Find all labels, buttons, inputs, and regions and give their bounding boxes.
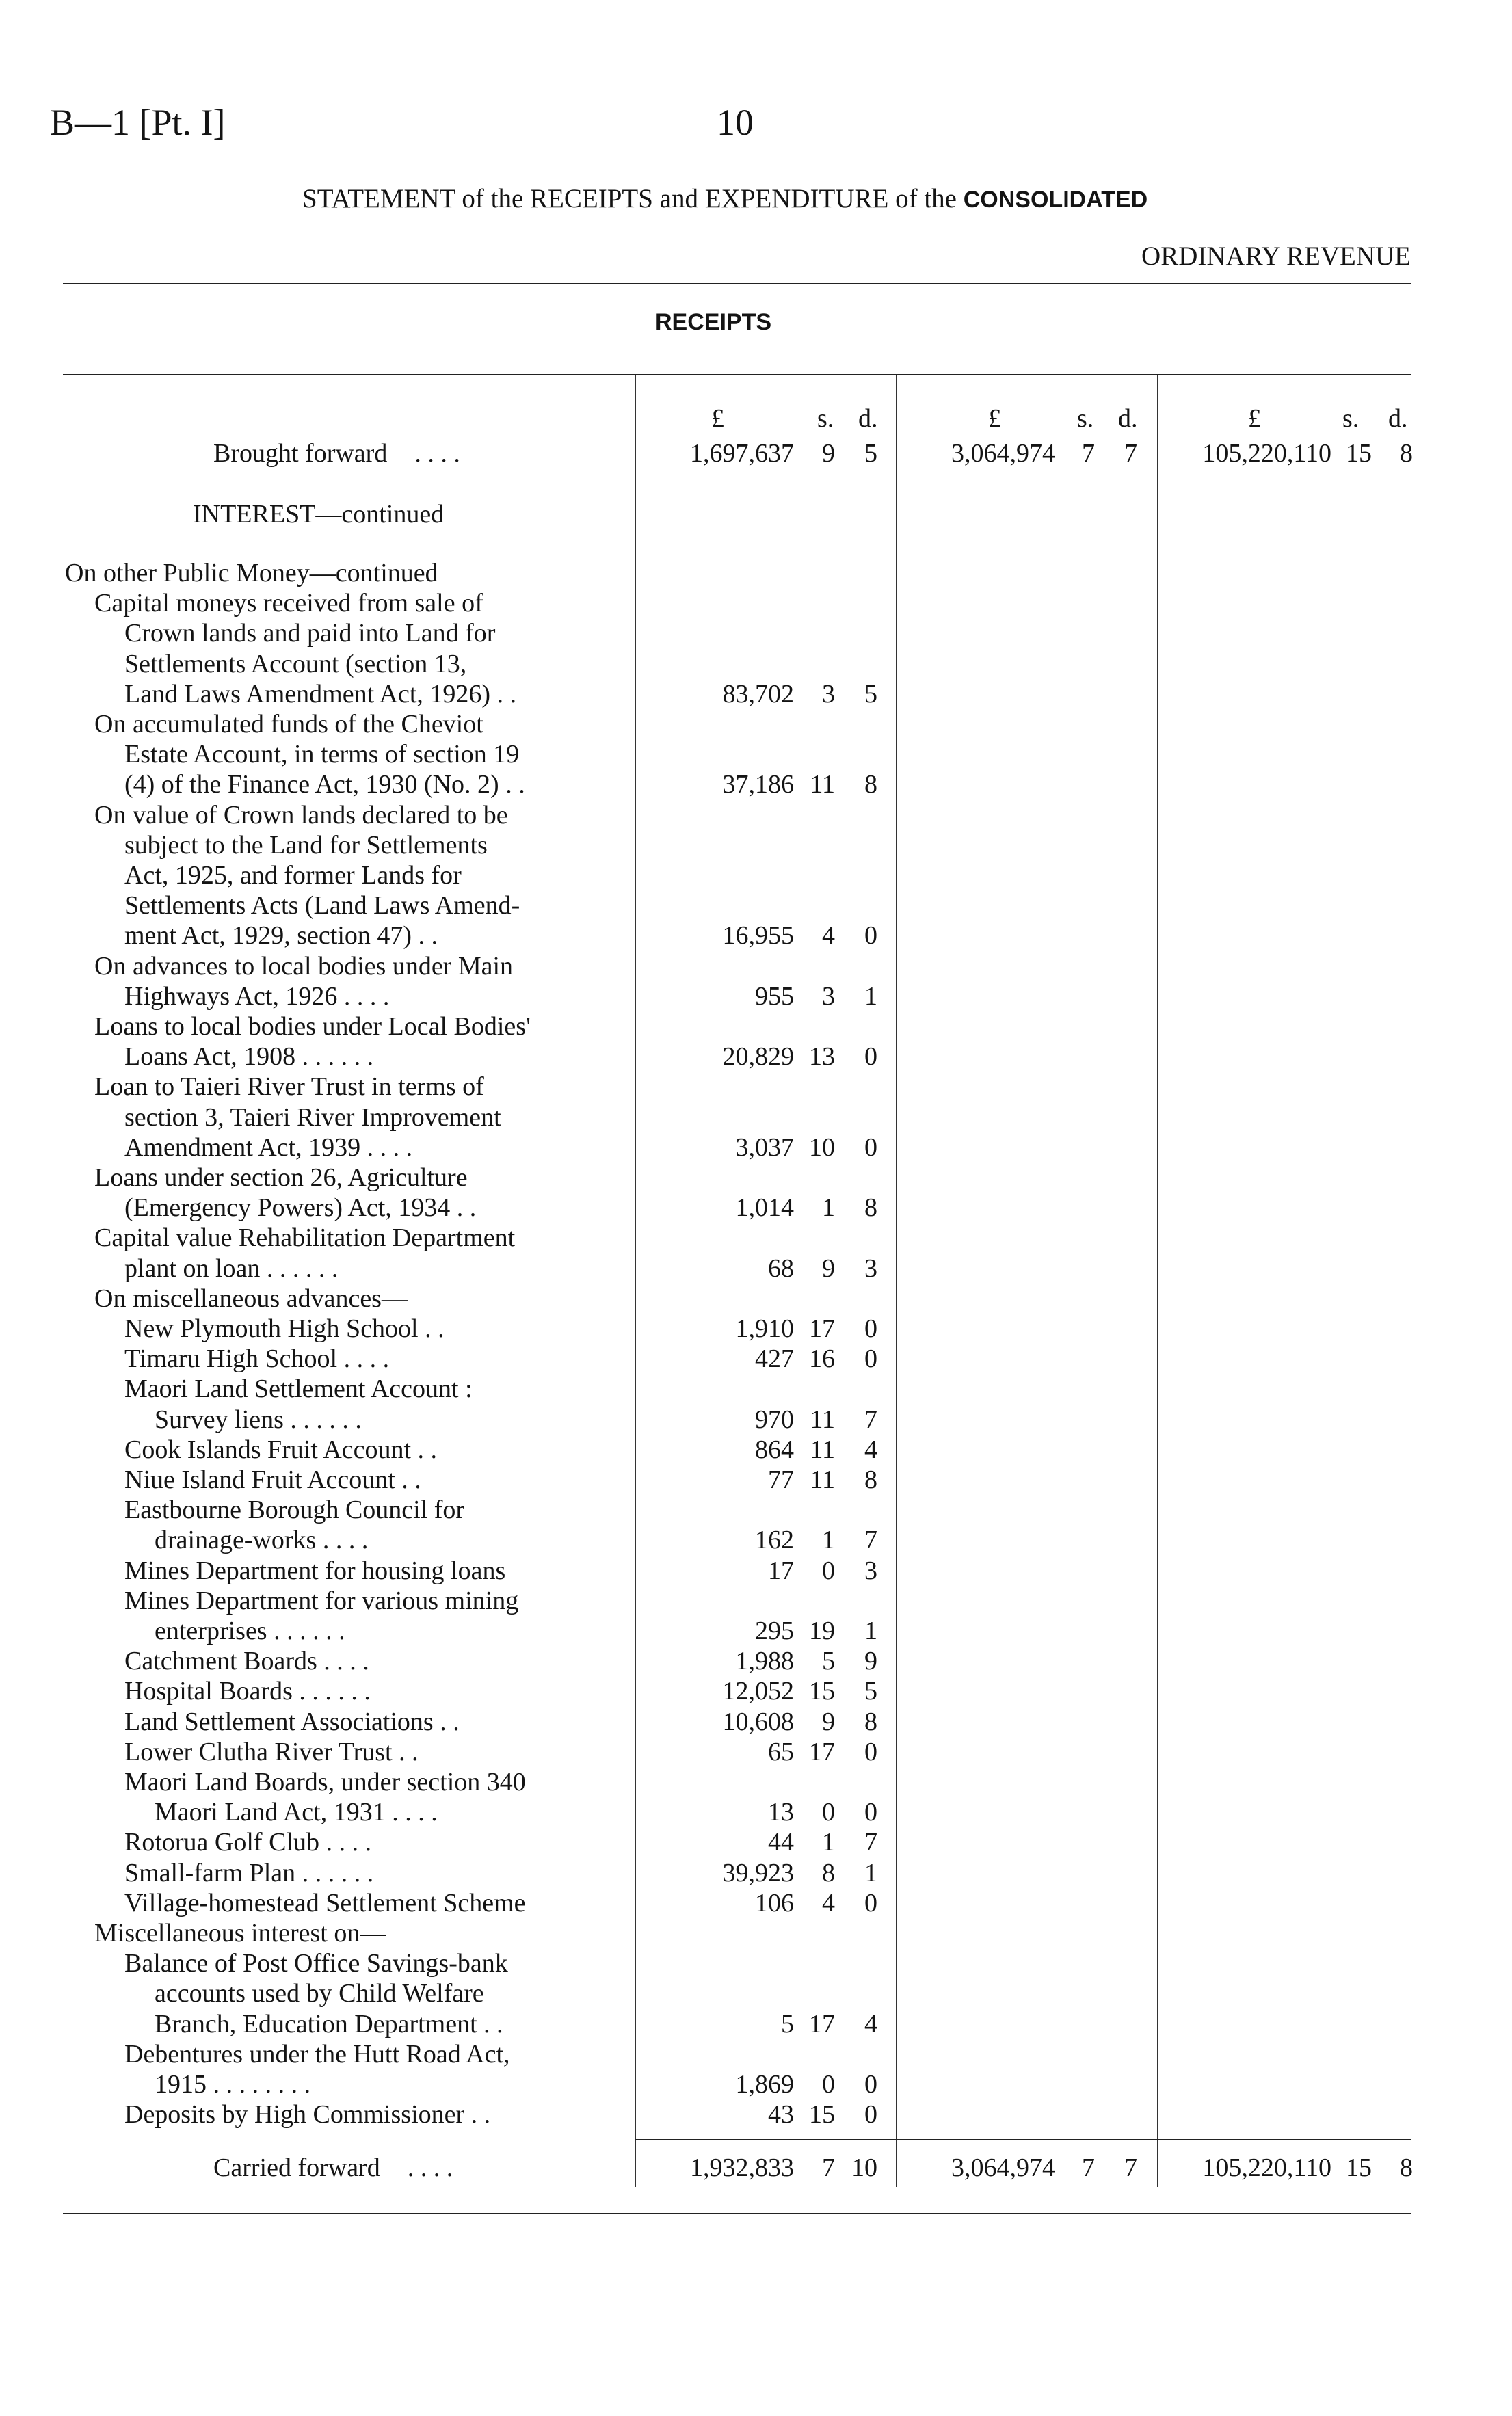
amount-shillings: 11 (810, 770, 835, 799)
carried-forward-col3-pounds: 105,220,110 (1202, 2153, 1331, 2182)
amount-pounds: 427 (755, 1344, 794, 1374)
description-line: On advances to local bodies under Main (94, 951, 514, 981)
amount-shillings: 9 (822, 1253, 835, 1283)
amount-pence: 8 (864, 1707, 877, 1736)
description-line: (Emergency Powers) Act, 1934 . . (124, 1193, 477, 1223)
amount-pence: 0 (864, 1042, 877, 1072)
brought-forward-col2-shillings: 7 (1082, 439, 1095, 468)
description-line: (4) of the Finance Act, 1930 (No. 2) . . (124, 770, 525, 799)
amount-shillings: 15 (809, 2100, 835, 2129)
brought-forward-col3-shillings: 15 (1346, 439, 1372, 468)
amount-shillings: 4 (822, 921, 835, 951)
carried-forward-col2-pence: 7 (1124, 2153, 1137, 2182)
amount-shillings: 3 (822, 981, 835, 1011)
col2-shilling-header: s. (1077, 404, 1094, 433)
amount-shillings: 1 (822, 1526, 835, 1555)
amount-pence: 0 (864, 1737, 877, 1766)
brought-forward-col1-shillings: 9 (822, 439, 835, 468)
amount-pounds: 65 (768, 1737, 794, 1766)
description-line: drainage-works . . . . (155, 1526, 369, 1555)
amount-shillings: 13 (809, 1042, 835, 1072)
amount-pence: 0 (864, 921, 877, 951)
amount-pounds: 83,702 (722, 679, 794, 708)
amount-pounds: 295 (755, 1617, 794, 1645)
amount-pounds: 20,829 (722, 1042, 794, 1072)
interest-heading-text: INTEREST—continued (193, 500, 445, 529)
amount-pence: 7 (864, 1405, 877, 1434)
amount-pounds: 39,923 (722, 1858, 794, 1887)
carried-forward-col1-shillings: 7 (822, 2153, 835, 2182)
description-line: Settlements Acts (Land Laws Amend- (124, 891, 520, 920)
statement-title-bold: CONSOLIDATED (963, 187, 1148, 213)
col3-shilling-header: s. (1342, 404, 1360, 433)
carried-forward-col2-shillings: 7 (1082, 2153, 1095, 2182)
amount-pounds: 864 (755, 1435, 794, 1464)
amount-shillings: 5 (822, 1647, 835, 1676)
description-line: plant on loan . . . . . . (124, 1253, 339, 1283)
statement-title-text: STATEMENT of the RECEIPTS and EXPENDITURE of the (302, 184, 957, 213)
amount-pounds: 77 (768, 1465, 794, 1494)
description-line: Loan to Taieri River Trust in terms of (94, 1072, 484, 1102)
carried-forward-label (213, 2153, 453, 2183)
amount-pence: 5 (864, 679, 877, 708)
description-line: Cook Islands Fruit Account . . (124, 1435, 438, 1464)
amount-shillings: 10 (809, 1132, 835, 1162)
brought-forward-col3-pence: 8 (1400, 439, 1413, 468)
amount-shillings: 4 (822, 1888, 835, 1917)
carried-forward-col3-shillings: 15 (1346, 2153, 1372, 2182)
description-line: Debentures under the Hutt Road Act, (124, 2039, 510, 2069)
table-bottom-rule (63, 2213, 1411, 2214)
description-line: On value of Crown lands declared to be (94, 800, 508, 829)
amount-pounds: 16,955 (722, 921, 794, 951)
description-line: Loans to local bodies under Local Bodies' (94, 1012, 531, 1041)
amount-shillings: 19 (809, 1617, 835, 1645)
amount-shillings: 11 (810, 1405, 835, 1434)
amount-pence: 8 (864, 770, 877, 799)
amount-pence: 0 (864, 1344, 877, 1374)
amount-pounds: 955 (755, 981, 794, 1011)
amount-pounds: 1,910 (735, 1314, 794, 1343)
amount-shillings: 17 (809, 1737, 835, 1766)
amount-pence: 0 (864, 1132, 877, 1162)
amount-pounds: 1,988 (735, 1647, 794, 1676)
col1-shilling-header: s. (817, 404, 834, 433)
column-divider-1 (635, 375, 636, 2187)
description-line: Miscellaneous interest on— (94, 1919, 386, 1948)
amount-shillings: 8 (822, 1858, 835, 1887)
amount-pence: 9 (864, 1647, 877, 1676)
amount-shillings: 17 (809, 2009, 835, 2039)
subtotal-rule (635, 2139, 1411, 2140)
amount-pence: 3 (864, 1253, 877, 1283)
amount-shillings: 17 (809, 1314, 835, 1343)
amount-pounds: 12,052 (722, 1677, 794, 1706)
carried-forward-col3-pence: 8 (1400, 2153, 1413, 2182)
description-line: Act, 1925, and former Lands for (124, 861, 462, 890)
amount-pounds: 43 (768, 2100, 794, 2129)
description-line: Village-homestead Settlement Scheme (124, 1888, 526, 1917)
amount-shillings: 3 (822, 679, 835, 708)
description-line: Maori Land Act, 1931 . . . . (155, 1798, 438, 1827)
col2-pound-header: £ (988, 404, 1001, 433)
description-line: Catchment Boards . . . . (124, 1647, 369, 1676)
statement-title (302, 183, 1148, 214)
description-line: Survey liens . . . . . . (155, 1405, 362, 1434)
brought-forward-col2-pence: 7 (1124, 439, 1137, 468)
amount-pounds: 17 (768, 1556, 794, 1585)
carried-forward-text: Carried forward (213, 2153, 380, 2182)
carried-forward-col1-pounds: 1,932,833 (690, 2153, 794, 2182)
amount-pounds: 162 (755, 1526, 794, 1555)
amount-shillings: 1 (822, 1828, 835, 1857)
brought-forward-col1-pounds: 1,697,637 (690, 439, 794, 468)
amount-pounds: 1,014 (735, 1193, 794, 1223)
amount-pounds: 1,869 (735, 2070, 794, 2099)
description-line: Crown lands and paid into Land for (124, 619, 496, 648)
description-line: Land Settlement Associations . . (124, 1707, 460, 1736)
description-line: Balance of Post Office Savings-bank (124, 1949, 508, 1978)
column-divider-2 (896, 375, 897, 2187)
carried-forward-col2-pounds: 3,064,974 (951, 2153, 1055, 2182)
description-line: Small-farm Plan . . . . . . (124, 1858, 374, 1887)
amount-pence: 1 (864, 1617, 877, 1645)
amount-pounds: 13 (768, 1798, 794, 1827)
amount-pence: 3 (864, 1556, 877, 1585)
amount-pence: 0 (864, 1314, 877, 1343)
description-line: enterprises . . . . . . (155, 1617, 345, 1645)
amount-pounds: 3,037 (735, 1132, 794, 1162)
description-line: Timaru High School . . . . (124, 1344, 390, 1374)
col1-pence-header: d. (858, 404, 878, 433)
col3-pound-header: £ (1248, 404, 1261, 433)
brought-forward-col1-pence: 5 (864, 439, 877, 468)
amount-pence: 8 (864, 1465, 877, 1494)
amount-pence: 0 (864, 2070, 877, 2099)
amount-pence: 0 (864, 2100, 877, 2129)
description-line: ment Act, 1929, section 47) . . (124, 921, 438, 951)
description-line: section 3, Taieri River Improvement (124, 1102, 501, 1132)
amount-pence: 5 (864, 1677, 877, 1706)
description-line: Niue Island Fruit Account . . (124, 1465, 421, 1494)
description-line: Mines Department for various mining (124, 1586, 519, 1615)
amount-pounds: 106 (755, 1888, 794, 1917)
description-line: Estate Account, in terms of section 19 (124, 740, 520, 769)
description-line: On accumulated funds of the Cheviot (94, 710, 483, 739)
description-line: Eastbourne Borough Council for (124, 1496, 465, 1525)
amount-pence: 1 (864, 1858, 877, 1887)
amount-pounds: 44 (768, 1828, 794, 1857)
description-line: 1915 . . . . . . . . (155, 2070, 310, 2099)
column-divider-3 (1157, 375, 1158, 2187)
statement-subtitle: ORDINARY REVENUE (1141, 241, 1411, 271)
amount-shillings: 16 (809, 1344, 835, 1374)
description-line: On other Public Money—continued (65, 559, 438, 587)
interest-heading (193, 499, 444, 529)
brought-forward-col2-pounds: 3,064,974 (951, 439, 1055, 468)
amount-shillings: 0 (822, 1556, 835, 1585)
col1-pound-header: £ (711, 404, 724, 433)
amount-shillings: 15 (809, 1677, 835, 1706)
brought-forward-dots: . . . . (414, 439, 460, 468)
amount-shillings: 11 (810, 1435, 835, 1464)
amount-pence: 7 (864, 1526, 877, 1555)
amount-shillings: 9 (822, 1707, 835, 1736)
description-line: Maori Land Settlement Account : (124, 1375, 473, 1404)
description-line: Loans under section 26, Agriculture (94, 1163, 468, 1192)
description-line: Hospital Boards . . . . . . (124, 1677, 371, 1706)
page-number: 10 (717, 102, 754, 143)
amount-pence: 8 (864, 1193, 877, 1223)
receipts-heading: RECEIPTS (655, 309, 772, 335)
amount-pence: 1 (864, 981, 877, 1011)
amount-pence: 7 (864, 1828, 877, 1857)
title-rule (63, 283, 1411, 284)
description-line: Amendment Act, 1939 . . . . (124, 1132, 413, 1162)
brought-forward-text: Brought forward (213, 439, 388, 468)
amount-pounds: 5 (781, 2009, 794, 2039)
table-top-rule (63, 374, 1411, 375)
description-line: Loans Act, 1908 . . . . . . (124, 1042, 374, 1072)
description-line: New Plymouth High School . . (124, 1314, 445, 1343)
description-line: Deposits by High Commissioner . . (124, 2100, 491, 2129)
amount-shillings: 11 (810, 1465, 835, 1494)
description-line: accounts used by Child Welfare (155, 1979, 484, 2008)
amount-shillings: 1 (822, 1193, 835, 1223)
description-line: Mines Department for housing loans (124, 1556, 506, 1585)
description-line: Rotorua Golf Club . . . . (124, 1828, 371, 1857)
brought-forward-col3-pounds: 105,220,110 (1202, 439, 1331, 468)
description-line: On miscellaneous advances— (94, 1284, 408, 1313)
description-line: subject to the Land for Settlements (124, 830, 488, 860)
amount-pounds: 10,608 (722, 1707, 794, 1736)
amount-pounds: 68 (768, 1253, 794, 1283)
amount-shillings: 0 (822, 2070, 835, 2099)
description-line: Branch, Education Department . . (155, 2009, 503, 2039)
amount-pence: 0 (864, 1888, 877, 1917)
carried-forward-col1-pence: 10 (851, 2153, 877, 2182)
amount-shillings: 0 (822, 1798, 835, 1827)
page-reference: B—1 [Pt. I] (50, 102, 226, 143)
description-line: Settlements Account (section 13, (124, 649, 467, 678)
description-line: Land Laws Amendment Act, 1926) . . (124, 679, 517, 708)
carried-forward-dots: . . . . (407, 2153, 453, 2182)
amount-pence: 4 (864, 2009, 877, 2039)
description-line: Highways Act, 1926 . . . . (124, 981, 390, 1011)
col3-pence-header: d. (1388, 404, 1408, 433)
amount-pence: 0 (864, 1798, 877, 1827)
description-line: Maori Land Boards, under section 340 (124, 1768, 526, 1796)
amount-pounds: 37,186 (722, 770, 794, 799)
description-line: Capital value Rehabilitation Department (94, 1223, 516, 1253)
amount-pounds: 970 (755, 1405, 794, 1434)
amount-pence: 4 (864, 1435, 877, 1464)
description-line: Capital moneys received from sale of (94, 589, 483, 618)
brought-forward-label (213, 438, 460, 468)
description-line: Lower Clutha River Trust . . (124, 1737, 419, 1766)
col2-pence-header: d. (1118, 404, 1138, 433)
